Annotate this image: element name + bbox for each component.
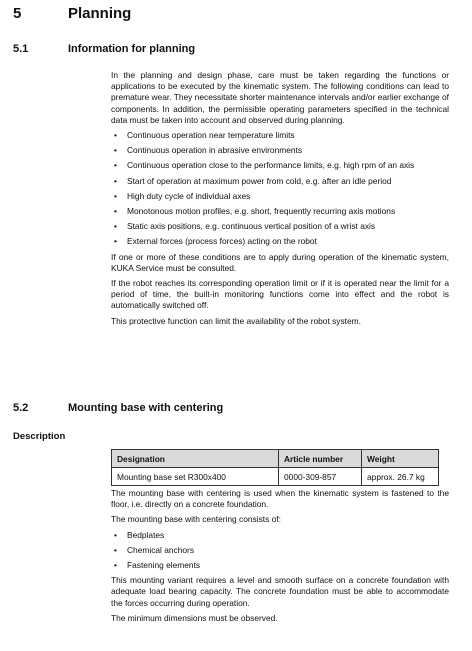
bullet-icon: • <box>114 175 117 186</box>
list-item-text: External forces (process forces) acting on the robot <box>127 236 317 247</box>
list-item-text: Monotonous motion profiles, e.g. short, frequently recurring axis motions <box>127 206 396 217</box>
list-item <box>111 530 449 541</box>
description-label: Description <box>13 431 66 442</box>
list-item-text: High duty cycle of individual axes <box>127 190 251 201</box>
list-item-text: Start of operation at maximum power from cold, e.g. after an idle period <box>127 175 392 186</box>
table-header: Weight <box>362 450 439 468</box>
bullet-icon: • <box>114 544 117 555</box>
list-item-text: Continuous operation close to the performance limits, e.g. high rpm of an axis <box>127 160 415 171</box>
list-item <box>111 160 449 171</box>
components-list <box>111 530 449 572</box>
table-cell: Mounting base set R300x400 <box>112 468 279 486</box>
protective-paragraph: This protective function can limit the availability of the robot system. <box>111 315 361 326</box>
list-item-text: Fastening elements <box>127 560 201 571</box>
section2-body <box>111 488 449 628</box>
usage-paragraph: The mounting base with centering is used when the kinematic system is fastened to the floor, i.e. directly on a concrete foundation. <box>111 488 449 510</box>
bullet-icon: • <box>114 130 117 141</box>
section-title: Mounting base with centering <box>68 402 224 414</box>
table-header: Article number <box>279 450 362 468</box>
bullet-icon: • <box>114 529 117 540</box>
bullet-icon: • <box>114 236 117 247</box>
bullet-icon: • <box>114 206 117 217</box>
list-item <box>111 221 449 232</box>
section-number: 5.1 <box>13 43 29 55</box>
table-cell: approx. 26.7 kg <box>362 468 439 486</box>
list-item <box>111 191 449 202</box>
section-title: Information for planning <box>68 43 196 55</box>
requirements-paragraph: This mounting variant requires a level and smooth surface on a concrete foundation with adequate load bearing capacity. The concrete foundation must be able to accommodate the forces occurring during operation. <box>111 575 449 608</box>
bullet-icon: • <box>114 145 117 156</box>
spec-table <box>111 449 439 486</box>
bullet-icon: • <box>114 190 117 201</box>
bullet-icon: • <box>114 560 117 571</box>
bullet-icon: • <box>114 221 117 232</box>
dimensions-paragraph: The minimum dimensions must be observed. <box>111 612 278 623</box>
list-item-text: Static axis positions, e.g. continuous vertical position of a wrist axis <box>127 221 376 232</box>
table-header: Designation <box>112 450 279 468</box>
consult-paragraph: If one or more of these conditions are to apply during operation of the kinematic system, KUKA Service must be consulted. <box>111 251 449 273</box>
list-item-text: Chemical anchors <box>127 544 195 555</box>
list-item-text: Continuous operation near temperature limits <box>127 130 295 141</box>
chapter-title: Planning <box>68 5 132 22</box>
chapter-number: 5 <box>13 5 22 22</box>
monitoring-paragraph: If the robot reaches its corresponding operation limit or if it is operated near the limit for a period of time, the built-in monitoring functions come into effect and the robot is automatically switched off. <box>111 278 449 311</box>
table-header-row <box>112 450 439 468</box>
list-item <box>111 236 449 247</box>
list-item-text: Continuous operation in abrasive environments <box>127 145 303 156</box>
conditions-list <box>111 130 449 248</box>
list-item <box>111 545 449 556</box>
intro-paragraph: In the planning and design phase, care must be taken regarding the functions or applications to be executed by the kinematic system. The following conditions can lead to premature wear. They necessitate shorter maintenance intervals and/or earlier exchange of components. In addition, the permissible operating parameters specified in the technical data must be taken into account and observed during planning. <box>111 70 449 125</box>
list-item <box>111 206 449 217</box>
section-body <box>111 70 449 331</box>
section-number: 5.2 <box>13 402 29 414</box>
list-item <box>111 560 449 571</box>
list-item <box>111 176 449 187</box>
list-item <box>111 130 449 141</box>
table-row <box>112 468 439 486</box>
consists-paragraph: The mounting base with centering consists of: <box>111 514 281 525</box>
list-item <box>111 145 449 156</box>
bullet-icon: • <box>114 160 117 171</box>
list-item-text: Bedplates <box>127 529 165 540</box>
table-cell: 0000-309-857 <box>279 468 362 486</box>
